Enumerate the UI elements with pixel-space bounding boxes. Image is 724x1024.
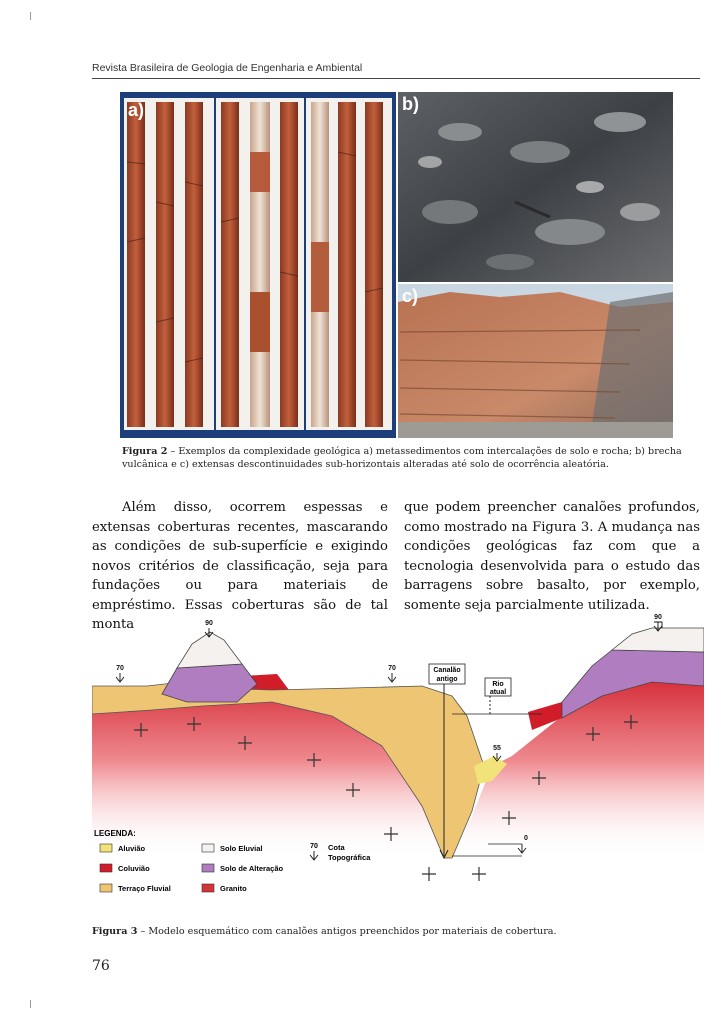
figure-2-image: [120, 92, 673, 438]
elev-base: 0: [524, 835, 528, 842]
figure-2-caption: [122, 446, 682, 471]
solo-eluvial-left: [177, 632, 242, 668]
elev-left-peak: 90: [205, 620, 213, 627]
legend-cota-2: Topográfica: [328, 853, 371, 862]
legend-swatch-alteracao: [202, 864, 214, 872]
canalao-label-1: Canalão: [433, 667, 461, 674]
legend-swatch-eluvial: [202, 844, 214, 852]
panel-a-core-boxes: [120, 92, 396, 438]
legend-terraco: Terraço Fluvial: [118, 884, 171, 893]
figure-3-caption-label: Figura 3: [92, 926, 138, 937]
legend-solo-eluvial: Solo Eluvial: [220, 844, 263, 853]
elev-terrace: 55: [493, 745, 501, 752]
legend-cota-value: 70: [310, 843, 318, 850]
panel-c-label: c): [402, 286, 419, 306]
rio-label-1: Rio: [492, 681, 504, 688]
panel-c-cliff: [398, 284, 673, 438]
body-column-right: [404, 498, 700, 615]
legend-swatch-granito: [202, 884, 214, 892]
page-number: 76: [92, 958, 110, 974]
rio-label-2: atual: [489, 689, 507, 696]
legend-aluviao: Aluvião: [118, 844, 146, 853]
crop-mark-top: [30, 12, 31, 20]
legend-swatch-coluviao: [100, 864, 112, 872]
legend-cota-1: Cota: [328, 843, 345, 852]
canalao-label-2: antigo: [436, 676, 458, 683]
body-paragraph-right: que podem preencher canalões profundos, como mostrado na Figura 3. A mudança nas condições geológicas faz com que a tecnologia desenvolvida para o estudo das barragens sobre basalto, por exemplo, somente seja parcialmente utilizada.: [404, 500, 700, 613]
elev-center-plain: 70: [388, 665, 396, 672]
body-paragraph-left: Além disso, ocorrem espessas e extensas coberturas recentes, mascarando as condições de sub-superfície e exigindo novos critérios de classificação, seja para fundações ou para materiais de empréstimo. Essas coberturas são de tal monta: [92, 500, 388, 632]
legend-granito: Granito: [220, 884, 247, 893]
figure-3-caption-text: – Modelo esquemático com canalões antigos preenchidos por materiais de cobertura.: [137, 926, 557, 937]
panel-b-breccia: [398, 92, 673, 282]
legend-title: LEGENDA:: [94, 829, 136, 838]
legend-swatch-aluviao: [100, 844, 112, 852]
header-rule: [92, 78, 700, 79]
figure-3-diagram: [92, 606, 704, 906]
figure-2-caption-text: – Exemplos da complexidade geológica a) metassedimentos com intercalações de solo e rocha; b) brecha vulcânica e c) extensas descontinuidades sub-horizontais alteradas até solo de ocorrência aleatória.: [122, 446, 682, 470]
figure-3-caption: [92, 926, 692, 939]
panel-b-label: b): [402, 94, 419, 114]
panel-a-label: a): [128, 100, 145, 120]
figure-2-caption-label: Figura 2: [122, 446, 168, 457]
elev-left-plain: 70: [116, 665, 124, 672]
legend-coluviao: Coluvião: [118, 864, 150, 873]
solo-alteracao-left: [162, 664, 257, 702]
legend-swatch-terraco: [100, 884, 112, 892]
legend-solo-alteracao: Solo de Alteração: [220, 864, 284, 873]
crop-mark-bottom: [30, 1000, 31, 1008]
journal-header: Revista Brasileira de Geologia de Engenharia e Ambiental: [92, 62, 363, 74]
elev-right-peak: 90: [654, 614, 662, 621]
